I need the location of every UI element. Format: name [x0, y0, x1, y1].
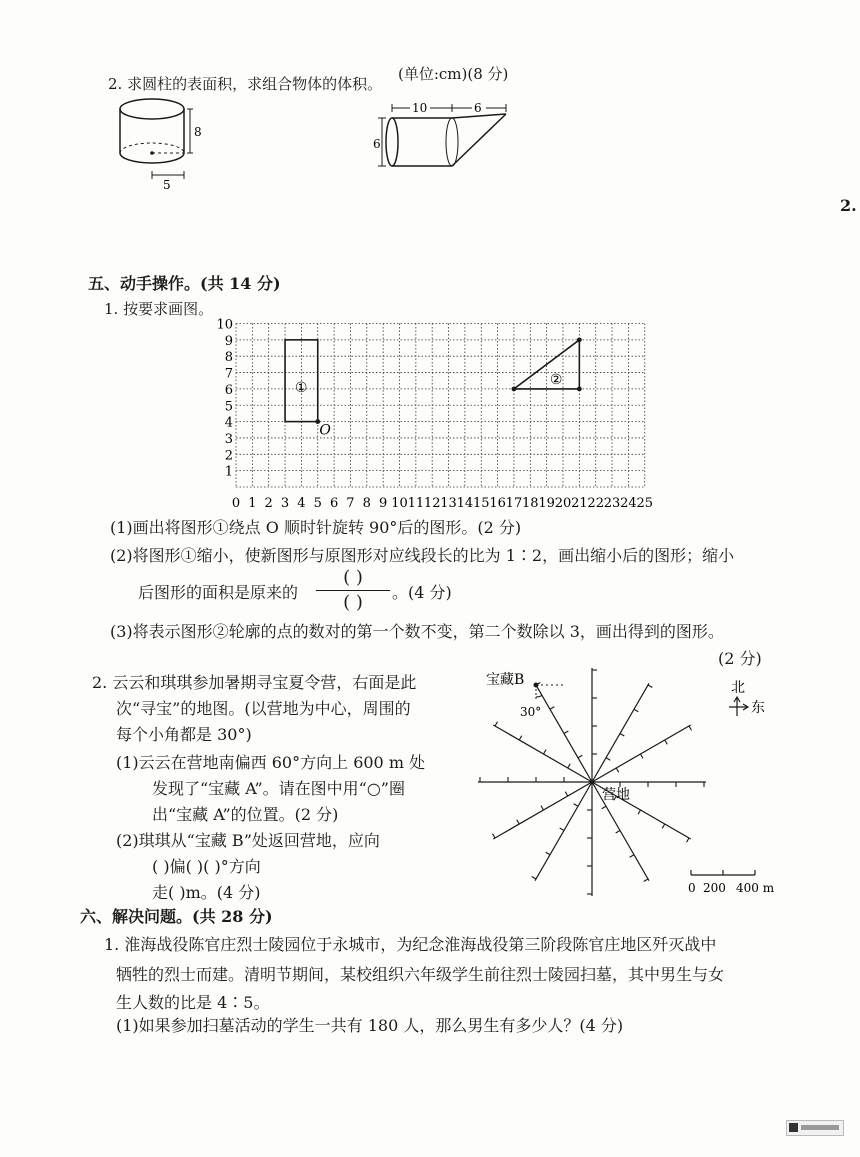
ray-tick	[578, 755, 582, 758]
grid-y-tick-label: 1	[224, 464, 233, 480]
grid-x-tick-label: 16	[489, 496, 506, 511]
ray-tick	[602, 806, 606, 809]
ray-tick	[493, 834, 496, 838]
scale-label-200: 200	[703, 881, 726, 895]
section6-q1-line-0: 1. 淮海战役陈官庄烈士陵园位于永城市，为纪念淮海战役第三阶段陈官庄地区歼灭战中	[104, 935, 717, 954]
section6-q1-line-2: 生人数的比是 4∶5。	[116, 993, 270, 1012]
q2-line-4: 发现了“宝藏 A”。请在图中用“○”圈	[152, 779, 405, 798]
ray-tick	[634, 709, 638, 712]
fraction-denominator-blank: ( )	[343, 592, 363, 613]
shape-2	[514, 340, 579, 389]
shape-1-label: ①	[294, 380, 308, 397]
grid-y-labels	[216, 318, 233, 480]
ray-tick	[648, 685, 652, 688]
q2-line-8-answer-blanks[interactable]: 走( )m。(4 分)	[152, 883, 261, 902]
q2-line-0: 2. 云云和琪琪参加暑期寻宝夏令营，右面是此	[92, 673, 417, 692]
direction-ray	[592, 725, 691, 782]
q1-sub2-line2: 后图形的面积是原来的	[138, 583, 299, 602]
ray-tick	[532, 876, 536, 879]
section5-q1-title: 1. 按要求画图。	[104, 300, 214, 318]
ray-tick	[640, 754, 643, 758]
grid-x-tick-label: 10	[391, 496, 408, 511]
q2-line-5: 出“宝藏 A”的位置。(2 分)	[152, 805, 339, 824]
combo-dim-b: 6	[474, 101, 482, 115]
q1-sub3: (3)将表示图形②轮廓的点的数对的第一个数不变，第二个数除以 3，画出得到的图形。	[110, 622, 724, 641]
ray-tick	[564, 731, 568, 734]
section6-q1-line-1: 牺牲的烈士而建。清明节期间，某校组织六年级学生前往烈士陵园扫墓，其中男生与女	[116, 965, 725, 984]
grid-x-tick-label: 13	[440, 496, 457, 511]
q1-sub1: (1)画出将图形①绕点 O 顺时针旋转 90°后的图形。(2 分)	[110, 518, 522, 537]
ray-tick	[616, 830, 620, 833]
east-label: 东	[751, 700, 765, 716]
grid-x-tick-label: 20	[554, 496, 572, 511]
grid-x-labels	[232, 496, 653, 511]
treasure-map	[470, 660, 780, 900]
grid-y-tick-label: 7	[224, 366, 233, 382]
grid-x-tick-label: 15	[472, 496, 490, 511]
grid-figure	[216, 316, 662, 512]
ray-tick	[638, 810, 641, 814]
ray-tick	[644, 879, 648, 882]
grid-y-tick-label: 6	[224, 382, 233, 398]
grid-x-tick-label: 12	[423, 496, 441, 511]
ray-tick	[560, 828, 564, 831]
combo-dim-c: 6	[373, 137, 381, 151]
direction-ray	[535, 782, 592, 881]
q2-line-2: 每个小角都是 30°)	[116, 725, 252, 744]
angle-label: 30°	[520, 705, 542, 719]
shape-2-label: ②	[549, 371, 563, 388]
section6-q1-line-3: (1)如果参加扫墓活动的学生一共有 180 人，那么男生有多少人？(4 分)	[116, 1016, 624, 1035]
grid-x-tick-label: 24	[620, 496, 637, 511]
camp-label: 营地	[602, 787, 630, 803]
grid-x-tick-label: 21	[571, 496, 588, 511]
grid-x-tick-label: 11	[407, 496, 425, 511]
grid-x-tick-label: 8	[362, 496, 371, 511]
scale-bar	[691, 870, 755, 875]
grid-x-tick-label: 23	[603, 496, 621, 511]
grid-y-tick-label: 4	[224, 415, 233, 431]
ray-tick	[544, 750, 547, 754]
north-label: 北	[731, 680, 745, 696]
ray-tick	[568, 764, 571, 768]
ray-tick	[565, 792, 568, 796]
ray-tick	[616, 768, 619, 772]
compass-indicator-icon	[729, 697, 748, 716]
direction-ray	[535, 683, 592, 782]
treasure-b-label: 宝藏B	[486, 672, 525, 688]
section5-title: 五、动手操作。(共 14 分)	[88, 274, 281, 293]
grid-x-tick-label: 2	[264, 496, 273, 511]
ray-tick	[662, 824, 665, 828]
section6-title: 六、解决问题。(共 28 分)	[80, 907, 273, 926]
grid-x-tick-label: 18	[522, 496, 539, 511]
direction-ray	[592, 683, 649, 782]
ray-tick	[495, 722, 498, 726]
q2-line-6: (2)琪琪从“宝藏 B”处返回营地，应向	[116, 831, 380, 850]
grid-y-tick-label: 9	[224, 333, 233, 349]
ray-tick	[550, 707, 554, 710]
grid-x-tick-label: 4	[297, 496, 306, 511]
fraction-numerator-blank: ( )	[343, 567, 363, 588]
grid-y-tick-label: 2	[224, 448, 233, 464]
cylinder-height-label: 8	[194, 125, 202, 139]
ray-tick	[620, 734, 624, 737]
area-fraction-blank[interactable]	[316, 569, 390, 612]
angle-arc	[536, 695, 542, 697]
ray-tick	[574, 804, 578, 807]
q1-sub2-line1: (2)将图形①缩小，使新图形与原图形对应线段长的比为 1∶2，画出缩小后的图形；缩小	[110, 546, 735, 565]
q1-sub2-score: 。(4 分)	[392, 583, 452, 602]
grid-x-tick-label: 1	[248, 496, 257, 511]
ray-tick	[686, 838, 689, 842]
q2-line-3: (1)云云在营地南偏西 60°方向上 600 m 处	[116, 753, 426, 772]
cylinder-radius-label: 5	[163, 178, 171, 192]
combo-figure	[372, 100, 522, 180]
grid-x-tick-label: 5	[313, 496, 322, 511]
scale-label-0: 0	[688, 881, 696, 895]
grid-x-tick-label: 3	[280, 496, 290, 511]
grid-x-tick-label: 0	[231, 496, 241, 511]
ray-tick	[630, 855, 634, 858]
ray-tick	[665, 740, 668, 744]
grid-y-tick-label: 5	[224, 399, 233, 415]
direction-ray	[493, 725, 592, 782]
shape-2-vertex	[577, 337, 582, 342]
q2-text: 2. 求圆柱的表面积，求组合物体的体积。	[108, 75, 383, 93]
grid-y-tick-label: 3	[224, 431, 233, 447]
grid-x-tick-label: 25	[636, 496, 654, 511]
ray-tick	[541, 806, 544, 810]
ray-tick	[689, 726, 692, 730]
grid-x-tick-label: 22	[587, 496, 604, 511]
shape-2-vertex	[512, 387, 517, 392]
grid-x-tick-label: 7	[346, 496, 355, 511]
grid-x-tick-label: 19	[538, 496, 555, 511]
grid-x-tick-label: 6	[329, 496, 339, 511]
map-direction-rays	[478, 668, 706, 896]
grid-y-tick-label: 8	[224, 350, 233, 366]
cylinder-figure	[108, 95, 218, 191]
grid-x-tick-label: 17	[505, 496, 523, 511]
scale-label-400: 400 m	[736, 881, 775, 895]
q2-line-1: 次“寻宝”的地图。(以营地为中心，周围的	[116, 699, 411, 718]
ray-tick	[519, 736, 522, 740]
ray-tick	[606, 758, 610, 761]
grid-x-tick-label: 14	[456, 496, 474, 511]
q1-sub3-score: (2 分)	[718, 649, 762, 668]
grid-y-tick-label: 10	[216, 317, 233, 333]
grid-x-tick-label: 9	[379, 496, 388, 511]
point-o-label: O	[319, 422, 331, 439]
direction-ray	[493, 782, 592, 839]
combo-dim-a: 10	[412, 101, 428, 115]
shape-2-vertex	[577, 387, 582, 392]
qr-watermark-icon	[786, 1120, 844, 1136]
ray-tick	[546, 852, 550, 855]
q2-line-7-answer-blanks[interactable]: ( )偏( )( )°方向	[152, 857, 261, 876]
right-margin-marker: 2.	[840, 196, 857, 215]
q2-unit: (单位:cm)(8 分)	[398, 65, 509, 83]
ray-tick	[517, 820, 520, 824]
